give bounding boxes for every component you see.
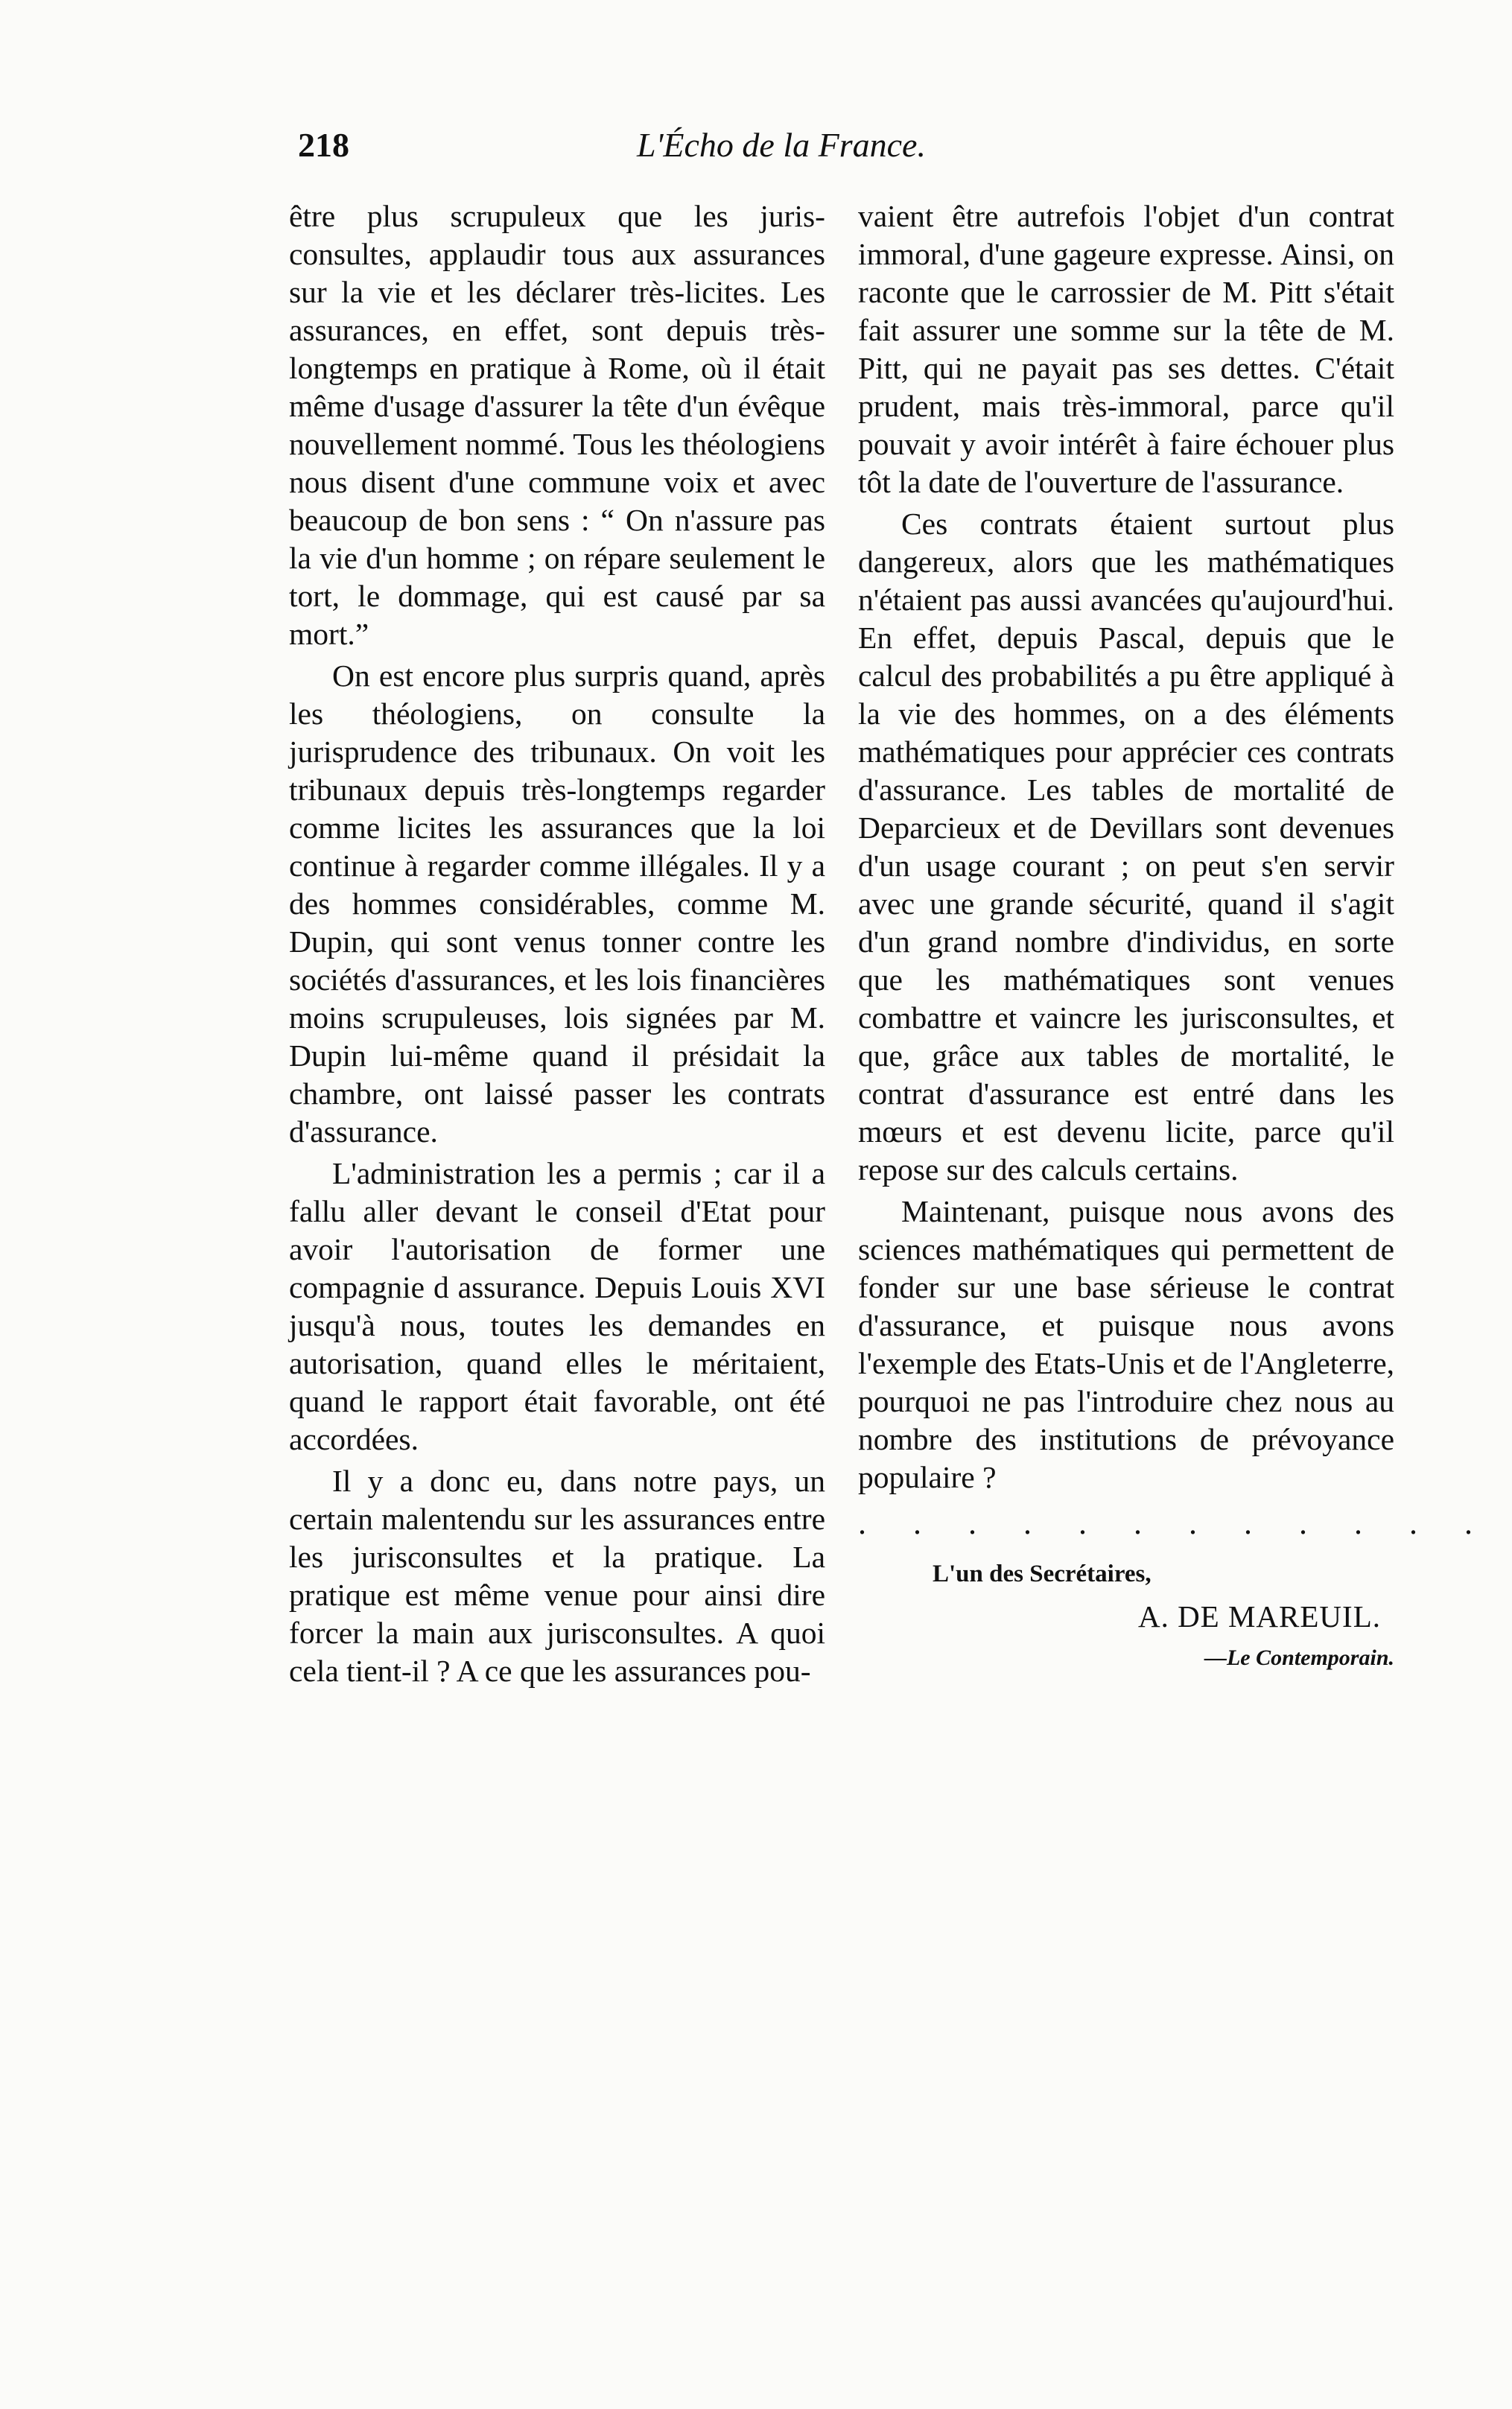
paragraph: On est encore plus surpris quand, après les théologiens, on consulte la jurisprudence des tribunaux. On voit les tribunaux depuis très-longtemps regarder comme licites les assurances que la loi continue à regarder comme illégales. Il y a des hommes considérables, comme M. Dupin, qui sont venus tonner contre les sociétés d'assurances, et les lois financières moins scrupuleuses, lois signées par M. Dupin lui-même quand il présidait la chambre, ont laissé passer les contrats d'assurance. xyxy=(289,658,825,1149)
paragraph: Ces contrats étaient surtout plus dangereux, alors que les mathématiques n'étaient pas aussi avancées qu'aujourd'hui. En effet, depuis Pascal, depuis que le calcul des probabilités a pu être appliqué à la vie des hommes, on a des éléments mathématiques pour apprécier ces contrats d'assurance. Les tables de mortalité de Deparcieux et de Devillars sont devenues d'un usage courant ; on peut s'en servir avec une grande sécurité, quand il s'agit d'un grand nombre d'individus, en sorte que les mathématiques sont venues combattre et vaincre les jurisconsultes, et que, grâce aux tables de mortalité, le contrat d'assurance est entré dans les mœurs et est devenu licite, parce qu'il repose sur des calculs certains. xyxy=(858,507,1394,1187)
paragraph: être plus scrupuleux que les juris-consultes, applaudir tous aux assurances sur la vie et les déclarer très-licites. Les assurances, en effet, sont depuis très-longtemps en pratique à Rome, où il était même d'usage d'assurer la tête d'un évêque nouvellement nommé. Tous les théologiens nous disent d'une commune voix et avec beaucoup de bon sens : “ On n'assure pas la vie d'un homme ; on répare seulement le tort, le dommage, qui est causé par sa mort.” xyxy=(289,199,825,651)
paragraph: vaient être autrefois l'objet d'un contrat immoral, d'une gageure expresse. Ainsi, on raconte que le carrossier de M. Pitt s'était fait assurer une somme sur la tête de M. Pitt, qui ne payait pas ses dettes. C'était prudent, mais très-immoral, parce qu'il pouvait y avoir intérêt à faire échouer plus tôt la date de l'ouverture de l'assurance. xyxy=(858,199,1394,499)
page-number: 218 xyxy=(298,126,349,164)
right-column xyxy=(858,197,1492,1677)
left-column xyxy=(289,197,825,1694)
paragraph: Maintenant, puisque nous avons des sciences mathématiques qui permettent de fonder sur une base sérieuse le contrat d'assurance, et puisque nous avons l'exemple des Etats-Unis et de l'Angleterre, pourquoi ne pas l'introduire chez nous au nombre des institutions de prévoyance populaire ? xyxy=(858,1194,1394,1494)
paragraph: Il y a donc eu, dans notre pays, un certain malentendu sur les assurances entre les jurisconsultes et la pratique. La pratique est même venue pour ainsi dire forcer la main aux jurisconsultes. A quoi cela tient-il ? A ce que les assurances pou- xyxy=(289,1464,825,1688)
dotted-separator: . . . . . . . . . . . . xyxy=(858,1505,1492,1541)
running-title: L'Écho de la France. xyxy=(637,126,926,164)
page-header xyxy=(298,125,1006,177)
source-attribution: —Le Contemporain. xyxy=(1204,1645,1394,1670)
signature-name: A. DE MAREUIL. xyxy=(1137,1599,1381,1634)
paragraph: L'administration les a permis ; car il a fallu aller devant le conseil d'Etat pour avoir l'autorisation de former une compagnie d assurance. Depuis Louis XVI jusqu'à nous, toutes les demandes en autorisation, quand elles le méritaient, quand le rapport était favorable, ont été accordées. xyxy=(289,1156,825,1456)
signature-label: L'un des Secrétaires, xyxy=(933,1561,1152,1587)
